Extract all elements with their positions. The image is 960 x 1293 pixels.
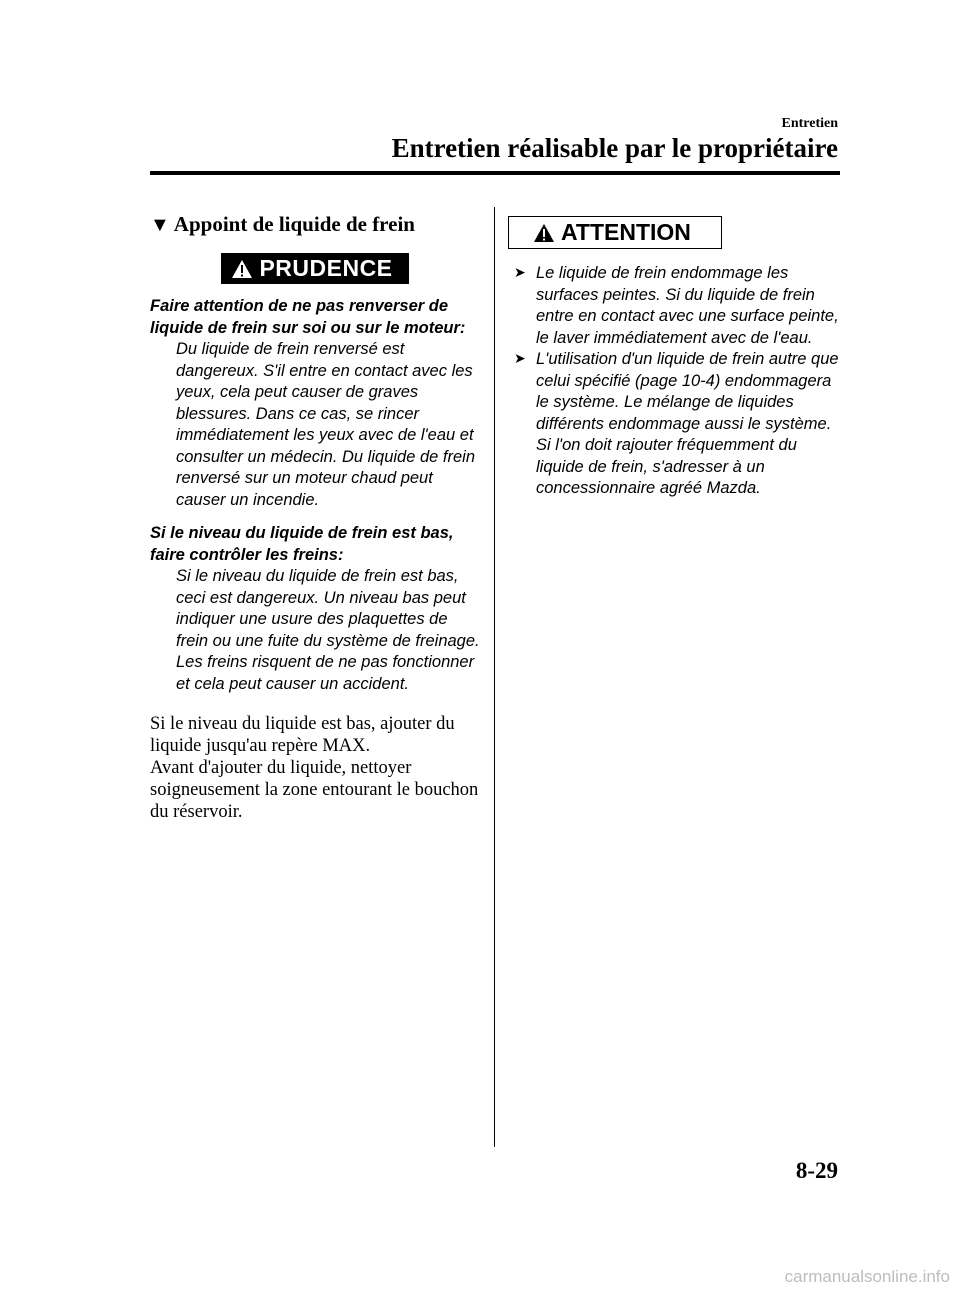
caution-banner	[150, 253, 480, 284]
section-heading: ▼ Appoint de liquide de frein	[150, 212, 415, 236]
triangle-down-icon: ▼	[150, 214, 170, 236]
attention-banner	[508, 216, 842, 249]
watermark: carmanualsonline.info	[784, 1267, 950, 1286]
header-rule	[150, 171, 840, 175]
caution-2-body: Si le niveau du liquide de frein est bas, ceci est dangereux. Un niveau bas peut indiquer une usure des plaquettes de frein ou une fuite du système de freinage. Les freins risquent de ne pas fonctionner et cela peut causer un accident.	[176, 567, 480, 693]
page-title: Entretien réalisable par le propriétaire	[391, 133, 838, 163]
header-section-label: Entretien	[781, 116, 838, 131]
attention-list	[508, 263, 842, 500]
warning-triangle-icon	[533, 223, 555, 243]
caution-badge: PRUDENCE	[221, 253, 408, 284]
page-number: 8-29	[795, 1158, 838, 1183]
list-item: ➤ Le liquide de frein endommage les surfaces peintes. Si du liquide de frein entre en contact avec une surface peinte, le laver immédiatement avec de l'eau.	[508, 263, 842, 349]
body-paragraph-1: Si le niveau du liquide est bas, ajouter du liquide jusqu'au repère MAX.	[150, 714, 455, 756]
left-column	[150, 212, 480, 823]
caution-2-title: Si le niveau du liquide de frein est bas, faire contrôler les freins:	[150, 524, 454, 564]
attention-badge: ATTENTION	[508, 216, 722, 249]
body-paragraph-2: Avant d'ajouter du liquide, nettoyer soigneusement la zone entourant le bouchon du réservoir.	[150, 758, 479, 822]
warning-triangle-icon	[231, 259, 253, 279]
caution-1-title: Faire attention de ne pas renverser de liquide de frein sur soi ou sur le moteur:	[150, 297, 466, 337]
caution-1-body: Du liquide de frein renversé est dangereux. S'il entre en contact avec les yeux, cela peut causer de graves blessures. Dans ce cas, se rincer immédiatement les yeux avec de l'eau et consulter un médecin. Du liquide de frein renversé sur un moteur chaud peut causer un incendie.	[176, 340, 476, 509]
arrow-bullet-icon: ➤	[514, 266, 526, 281]
list-item: ➤ L'utilisation d'un liquide de frein autre que celui spécifié (page 10-4) endommagera le système. Le mélange de liquides différents endommage aussi le système. Si l'on doit rajouter fréquemment du liquide de frein, s'adresser à un concessionnaire agréé Mazda.	[508, 349, 842, 500]
arrow-bullet-icon: ➤	[514, 352, 526, 367]
right-column	[508, 212, 842, 500]
body-text	[150, 713, 480, 823]
column-divider	[494, 207, 495, 1147]
